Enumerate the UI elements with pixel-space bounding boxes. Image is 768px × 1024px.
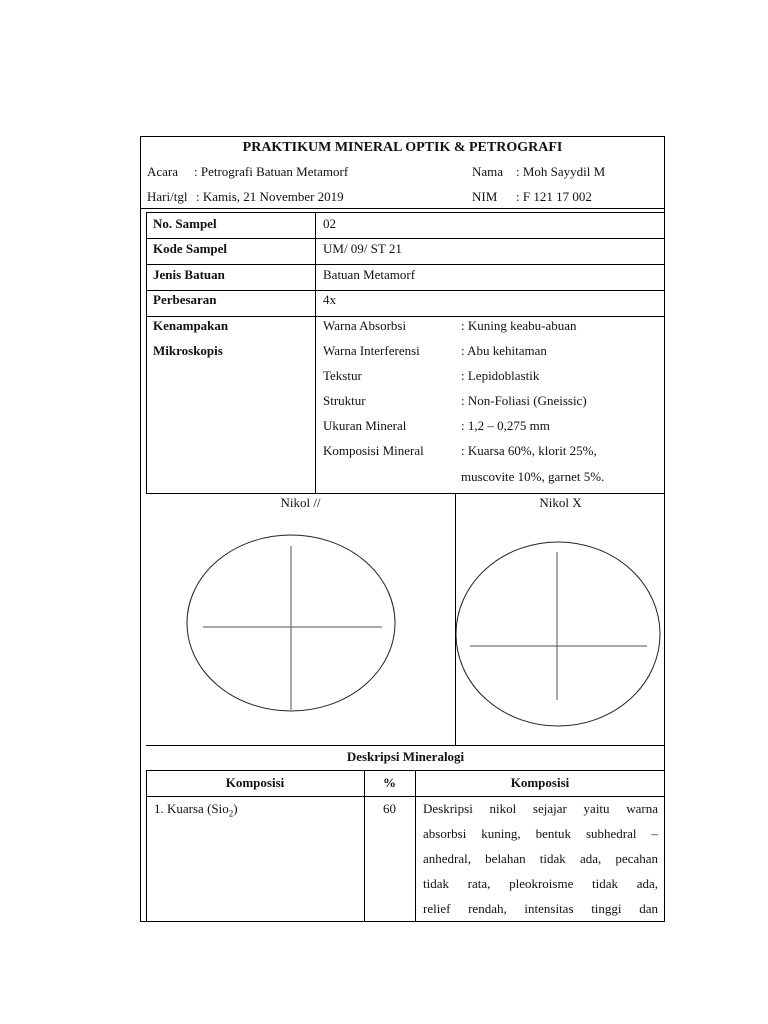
mineral-desc-line-3: anhedral, belahan tidak ada, pecahan [423,851,658,866]
ukuran-mineral-label: Ukuran Mineral [323,418,407,433]
info-left-border [146,212,147,494]
mineral-name-close: ) [233,801,238,816]
mineral-desc-line-2: absorbsi kuning, bentuk subhedral – [423,826,658,841]
warna-interferensi-label: Warna Interferensi [323,343,420,358]
nama-value: : Moh Sayydil M [516,164,606,179]
kode-sampel-value: UM/ 09/ ST 21 [323,241,402,256]
mineral-desc-line-5: relief rendah, intensitas tinggi dan [423,901,658,916]
info-row-line-4 [146,316,665,317]
mineral-desc-line-4: tidak rata, pleokroisme tidak ada, [423,876,658,891]
nim-label: NIM [472,189,498,204]
header-divider [140,208,665,209]
no-sampel-value: 02 [323,216,336,231]
nikol-parallel-diagram [146,512,455,744]
kenampakan-label: Kenampakan [153,318,229,333]
info-col-divider [315,212,316,494]
no-sampel-label: No. Sampel [153,216,217,231]
header-divider-inner [146,212,665,213]
frame-top-border [140,136,665,137]
perbesaran-value: 4x [323,292,336,307]
nama-label: Nama [472,164,504,179]
mineral-name-kuarsa [154,801,238,819]
mineralogy-col-komposisi: Komposisi [225,775,285,790]
nim-value: : F 121 17 002 [516,189,592,204]
info-bottom-line [146,493,665,494]
info-row-line-3 [146,290,665,291]
mineralogy-header-line [146,796,665,797]
haritgl-label: Hari/tgl [147,189,188,204]
struktur-value: : Non-Foliasi (Gneissic) [461,393,587,408]
warna-absorbsi-label: Warna Absorbsi [323,318,407,333]
haritgl-value: : Kamis, 21 November 2019 [196,189,344,204]
kode-sampel-label: Kode Sampel [153,241,228,256]
mineralogy-col-deskripsi: Komposisi [510,775,570,790]
mineral-desc-line-1: Deskripsi nikol sejajar yaitu warna [423,801,658,816]
info-row-line-1 [146,238,665,239]
komposisi-mineral-label: Komposisi Mineral [323,443,424,458]
mineralogy-title-line [146,770,665,771]
nikol-cross-diagram [456,512,665,744]
struktur-label: Struktur [323,393,366,408]
warna-absorbsi-value: : Kuning keabu-abuan [461,318,577,333]
komposisi-mineral-value: : Kuarsa 60%, klorit 25%, [461,443,597,458]
field-of-view-circle [456,542,660,726]
mikroskopis-label: Mikroskopis [153,343,223,358]
nikol-bottom-line [146,745,665,746]
mineral-formula-subscript: 2 [228,808,234,819]
komposisi-mineral-continuation: muscovite 10%, garnet 5%. [461,469,605,484]
warna-interferensi-value: : Abu kehitaman [461,343,547,358]
mineralogy-col-divider-2 [415,770,416,922]
mineral-percent-kuarsa: 60 [383,801,396,816]
mineralogy-title: Deskripsi Mineralogi [346,749,465,764]
mineralogy-left-border [146,770,147,922]
perbesaran-label: Perbesaran [153,292,217,307]
mineral-name-text: 1. Kuarsa (Sio [154,801,229,816]
acara-label: Acara [147,164,179,179]
acara-value: : Petrografi Batuan Metamorf [194,164,349,179]
mineralogy-col-divider-1 [364,770,365,922]
jenis-batuan-label: Jenis Batuan [153,267,225,282]
jenis-batuan-value: Batuan Metamorf [323,267,416,282]
mineralogy-col-percent: % [383,775,396,790]
frame-bottom-border [140,921,665,922]
ukuran-mineral-value: : 1,2 – 0,275 mm [461,418,550,433]
tekstur-value: : Lepidoblastik [461,368,540,383]
info-row-line-2 [146,264,665,265]
tekstur-label: Tekstur [323,368,362,383]
frame-left-border [140,136,141,922]
nikol-cross-label: Nikol X [539,495,582,510]
document-title: PRAKTIKUM MINERAL OPTIK & PETROGRAFI [242,140,563,155]
nikol-parallel-label: Nikol // [280,495,321,510]
